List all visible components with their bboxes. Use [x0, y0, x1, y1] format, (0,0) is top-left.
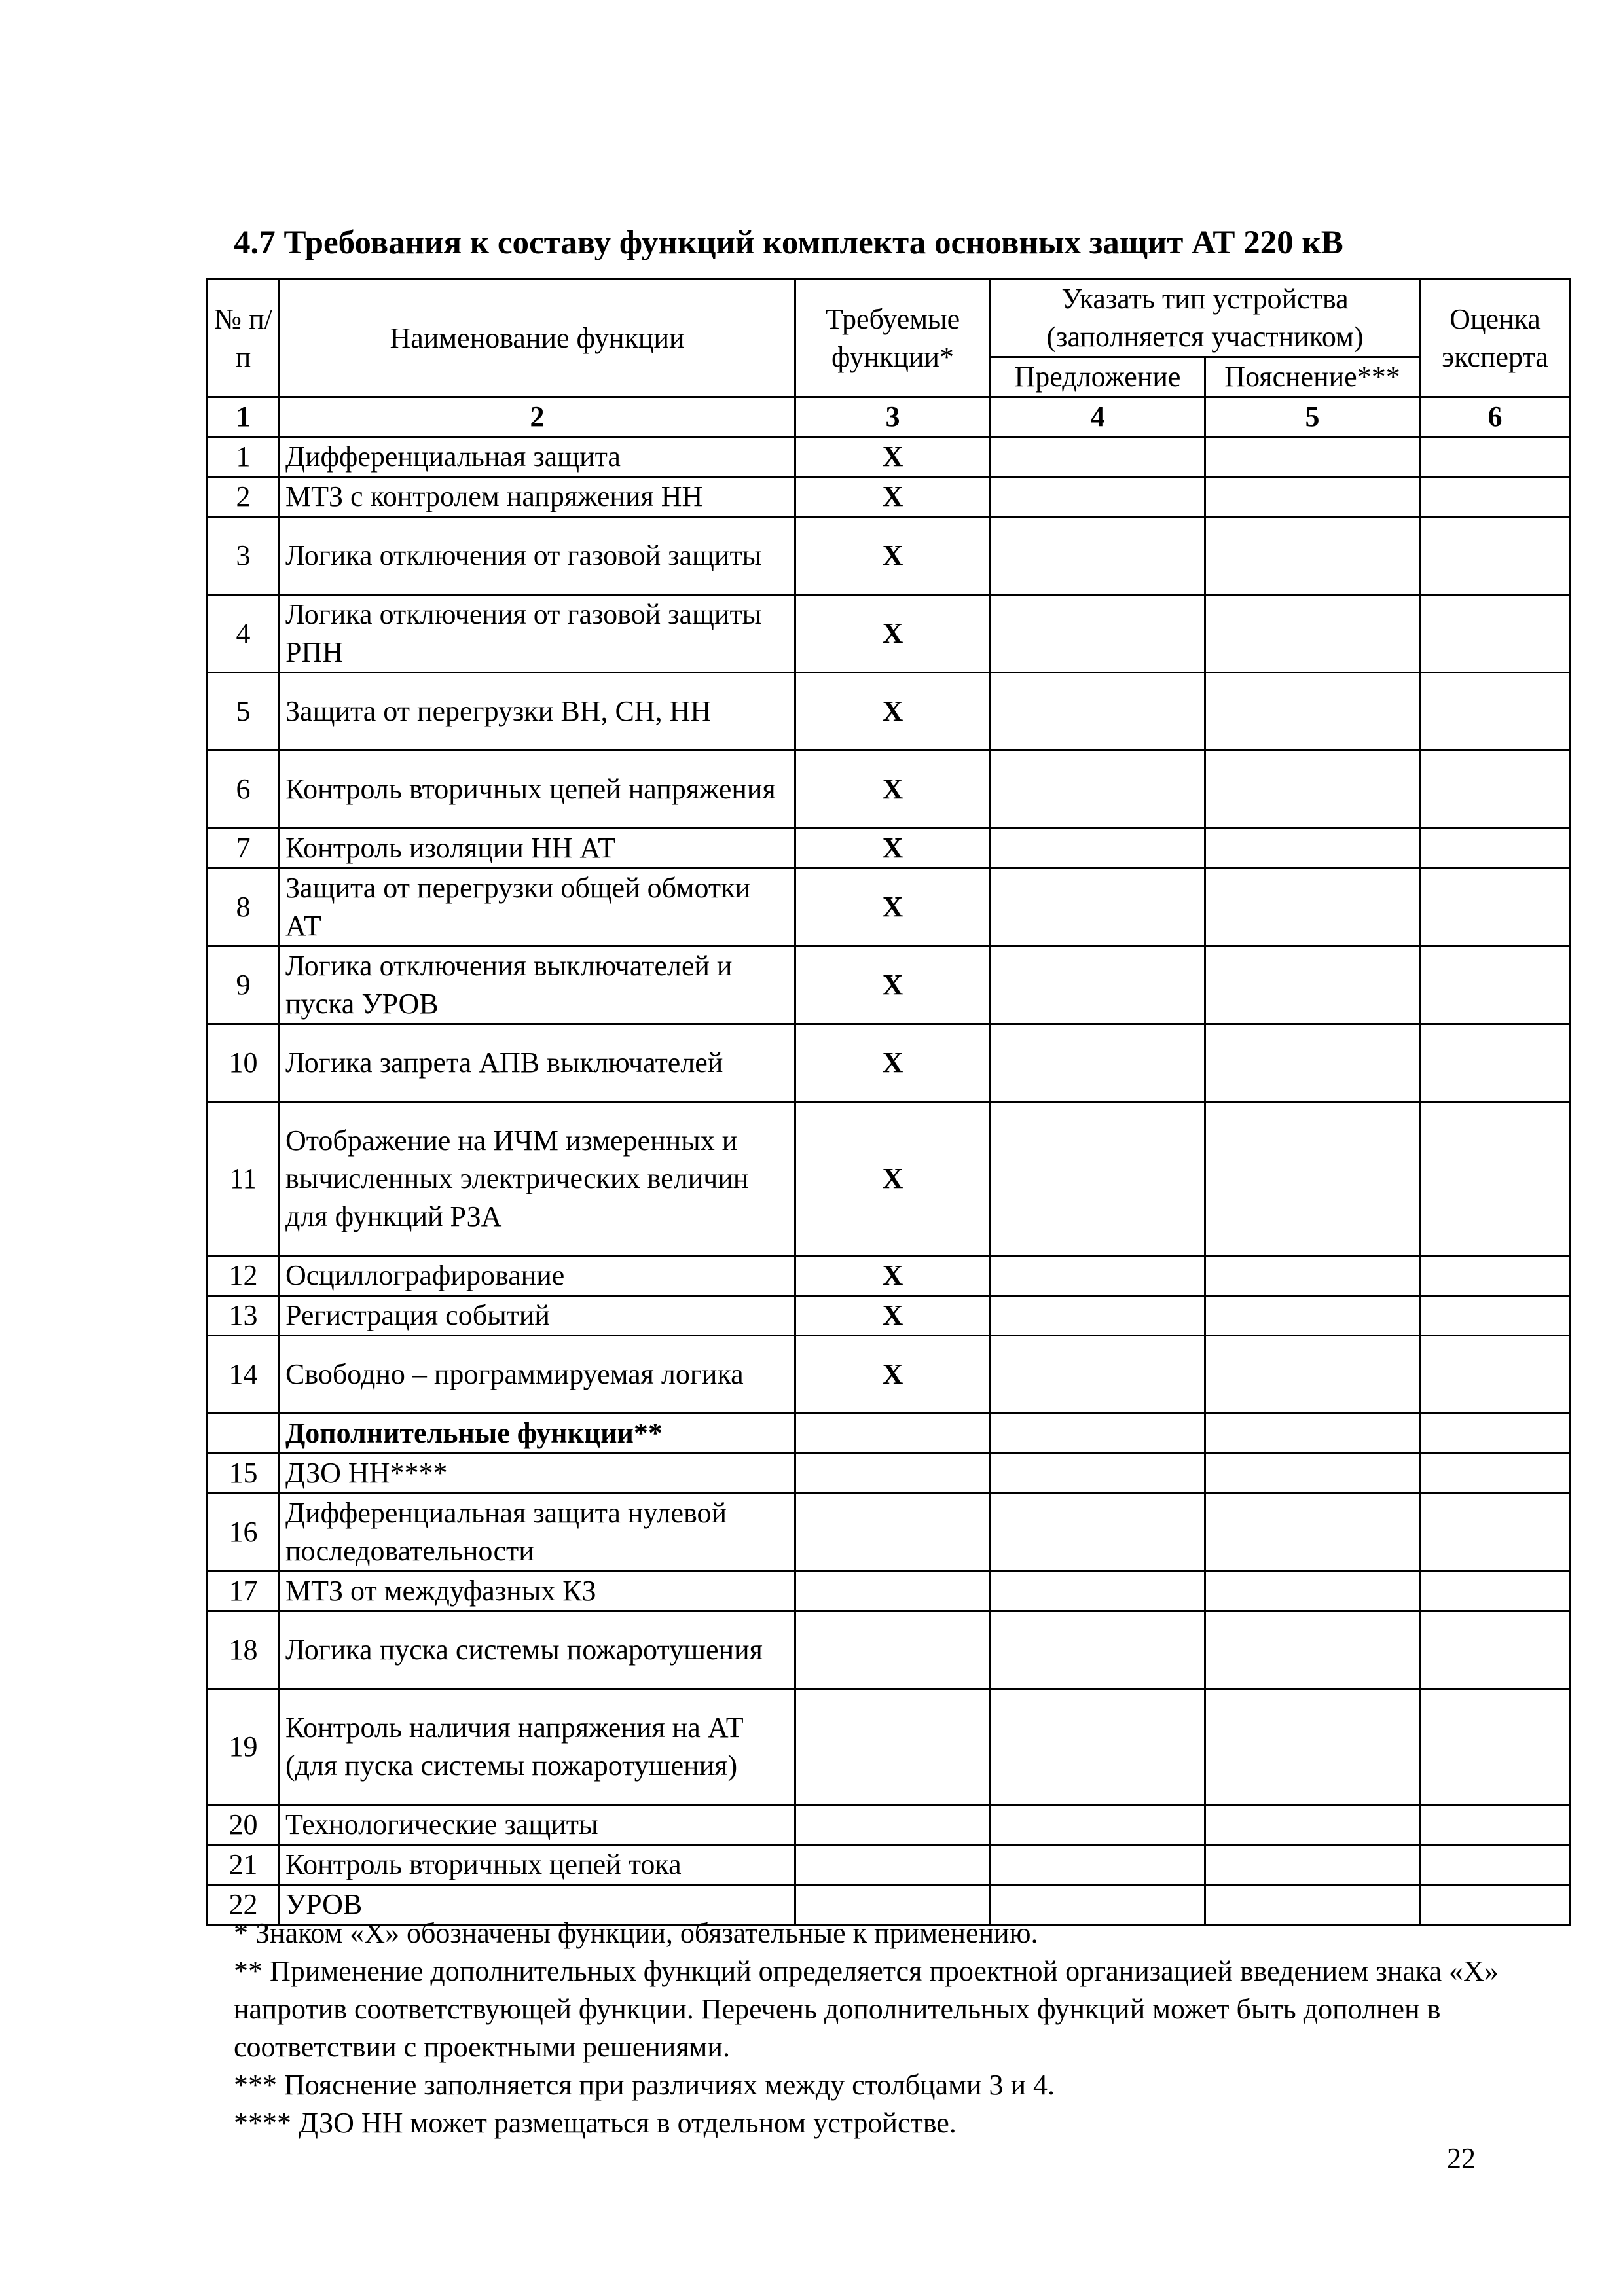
expert-cell	[1420, 517, 1571, 595]
row-number: 9	[208, 946, 280, 1024]
proposal-cell	[991, 946, 1205, 1024]
proposal-cell	[991, 1336, 1205, 1414]
table-row	[208, 1024, 1571, 1102]
function-name: Дополнительные функции**	[280, 1414, 795, 1454]
explanation-cell	[1205, 1454, 1420, 1494]
footnote: **** ДЗО НН может размещаться в отдельном устройстве.	[234, 2107, 957, 2139]
explanation-cell	[1205, 1571, 1420, 1611]
proposal-cell	[991, 1494, 1205, 1571]
proposal-cell	[991, 1256, 1205, 1296]
column-index: 1	[208, 397, 280, 437]
explanation-cell	[1205, 751, 1420, 829]
explanation-cell	[1205, 1414, 1420, 1454]
header-expert: Оценка эксперта	[1420, 279, 1571, 397]
row-number: 16	[208, 1494, 280, 1571]
required-mark: X	[795, 477, 991, 517]
function-name: Отображение на ИЧМ измеренных и вычисленных электрических величин для функций РЗА	[280, 1102, 795, 1256]
table-row	[208, 437, 1571, 477]
proposal-cell	[991, 673, 1205, 751]
row-number: 1	[208, 437, 280, 477]
expert-cell	[1420, 829, 1571, 869]
row-number: 6	[208, 751, 280, 829]
expert-cell	[1420, 1256, 1571, 1296]
required-mark	[795, 1494, 991, 1571]
table-row	[208, 1494, 1571, 1571]
explanation-cell	[1205, 829, 1420, 869]
function-name: МТЗ от междуфазных КЗ	[280, 1571, 795, 1611]
function-name: Контроль вторичных цепей тока	[280, 1845, 795, 1885]
column-index: 5	[1205, 397, 1420, 437]
row-number: 11	[208, 1102, 280, 1256]
function-name: Защита от перегрузки общей обмотки АТ	[280, 869, 795, 946]
row-number: 18	[208, 1611, 280, 1689]
row-number: 13	[208, 1296, 280, 1336]
row-number: 7	[208, 829, 280, 869]
column-index: 2	[280, 397, 795, 437]
expert-cell	[1420, 1494, 1571, 1571]
required-mark: X	[795, 1102, 991, 1256]
required-mark	[795, 1571, 991, 1611]
expert-cell	[1420, 477, 1571, 517]
required-mark: X	[795, 1336, 991, 1414]
function-name: Логика пуска системы пожаротушения	[280, 1611, 795, 1689]
row-number: 20	[208, 1805, 280, 1845]
table-row	[208, 751, 1571, 829]
row-number: 17	[208, 1571, 280, 1611]
function-name: Логика отключения от газовой защиты РПН	[280, 595, 795, 673]
proposal-cell	[991, 437, 1205, 477]
row-number: 5	[208, 673, 280, 751]
column-index: 3	[795, 397, 991, 437]
required-mark	[795, 1454, 991, 1494]
required-mark	[795, 1611, 991, 1689]
required-mark: X	[795, 437, 991, 477]
function-name: Дифференциальная защита	[280, 437, 795, 477]
row-number: 15	[208, 1454, 280, 1494]
section-title: 4.7 Требования к составу функций комплекта основных защит АТ 220 кВ	[234, 224, 1343, 261]
function-name: МТЗ с контролем напряжения НН	[280, 477, 795, 517]
explanation-cell	[1205, 477, 1420, 517]
required-mark: X	[795, 946, 991, 1024]
expert-cell	[1420, 1102, 1571, 1256]
row-number: 10	[208, 1024, 280, 1102]
function-name: Дифференциальная защита нулевой последовательности	[280, 1494, 795, 1571]
explanation-cell	[1205, 1845, 1420, 1885]
expert-cell	[1420, 673, 1571, 751]
explanation-cell	[1205, 1689, 1420, 1805]
function-name: Свободно – программируемая логика	[280, 1336, 795, 1414]
proposal-cell	[991, 1024, 1205, 1102]
header-explanation: Пояснение***	[1205, 357, 1420, 397]
required-mark: X	[795, 517, 991, 595]
explanation-cell	[1205, 1611, 1420, 1689]
explanation-cell	[1205, 869, 1420, 946]
row-number: 3	[208, 517, 280, 595]
functions-table	[206, 278, 1571, 1926]
explanation-cell	[1205, 595, 1420, 673]
expert-cell	[1420, 1296, 1571, 1336]
expert-cell	[1420, 1454, 1571, 1494]
expert-cell	[1420, 869, 1571, 946]
footnote: ** Применение дополнительных функций определяется проектной организацией введением знака «Х» напротив соответствующей функции. Перечень дополнительных функций может быть дополнен в соответствии с проектными решениями.	[234, 1955, 1499, 2063]
table-row	[208, 946, 1571, 1024]
header-required: Требуемые функции*	[795, 279, 991, 397]
footnote: *** Пояснение заполняется при различиях между столбцами 3 и 4.	[234, 2069, 1055, 2101]
expert-cell	[1420, 595, 1571, 673]
proposal-cell	[991, 1805, 1205, 1845]
proposal-cell	[991, 1296, 1205, 1336]
explanation-cell	[1205, 1296, 1420, 1336]
function-name: УРОВ	[280, 1885, 795, 1925]
table-row	[208, 1805, 1571, 1845]
table-row	[208, 1102, 1571, 1256]
footnotes	[234, 1914, 1543, 2142]
expert-cell	[1420, 751, 1571, 829]
table-row	[208, 1611, 1571, 1689]
header-proposal: Предложение	[991, 357, 1205, 397]
table-row	[208, 869, 1571, 946]
expert-cell	[1420, 1414, 1571, 1454]
required-mark	[795, 1805, 991, 1845]
explanation-cell	[1205, 517, 1420, 595]
column-index: 6	[1420, 397, 1571, 437]
row-number: 14	[208, 1336, 280, 1414]
function-name: Логика отключения от газовой защиты	[280, 517, 795, 595]
explanation-cell	[1205, 1805, 1420, 1845]
proposal-cell	[991, 1102, 1205, 1256]
explanation-cell	[1205, 1024, 1420, 1102]
expert-cell	[1420, 1336, 1571, 1414]
required-mark: X	[795, 1296, 991, 1336]
function-name: ДЗО НН****	[280, 1454, 795, 1494]
table-row	[208, 673, 1571, 751]
table-row	[208, 1689, 1571, 1805]
expert-cell	[1420, 1689, 1571, 1805]
function-name: Контроль наличия напряжения на АТ (для пуска системы пожаротушения)	[280, 1689, 795, 1805]
header-num: № п/п	[208, 279, 280, 397]
table-row	[208, 595, 1571, 673]
explanation-cell	[1205, 1102, 1420, 1256]
function-name: Контроль изоляции НН АТ	[280, 829, 795, 869]
expert-cell	[1420, 1571, 1571, 1611]
explanation-cell	[1205, 1256, 1420, 1296]
table-row	[208, 1454, 1571, 1494]
explanation-cell	[1205, 1494, 1420, 1571]
required-mark	[795, 1845, 991, 1885]
row-number: 19	[208, 1689, 280, 1805]
footnote: * Знаком «Х» обозначены функции, обязательные к применению.	[234, 1917, 1038, 1949]
table-row	[208, 517, 1571, 595]
proposal-cell	[991, 477, 1205, 517]
required-mark	[795, 1689, 991, 1805]
table-row	[208, 1336, 1571, 1414]
proposal-cell	[991, 869, 1205, 946]
expert-cell	[1420, 1845, 1571, 1885]
required-mark: X	[795, 1024, 991, 1102]
function-name: Технологические защиты	[280, 1805, 795, 1845]
proposal-cell	[991, 1571, 1205, 1611]
row-number: 22	[208, 1885, 280, 1925]
table-row	[208, 1571, 1571, 1611]
proposal-cell	[991, 1454, 1205, 1494]
function-name: Контроль вторичных цепей напряжения	[280, 751, 795, 829]
column-index-row	[208, 397, 1571, 437]
row-number	[208, 1414, 280, 1454]
required-mark	[795, 1414, 991, 1454]
proposal-cell	[991, 751, 1205, 829]
row-number: 8	[208, 869, 280, 946]
proposal-cell	[991, 1689, 1205, 1805]
explanation-cell	[1205, 673, 1420, 751]
function-name: Логика отключения выключателей и пуска УРОВ	[280, 946, 795, 1024]
expert-cell	[1420, 1611, 1571, 1689]
explanation-cell	[1205, 437, 1420, 477]
table-row	[208, 477, 1571, 517]
proposal-cell	[991, 1414, 1205, 1454]
table-row	[208, 1256, 1571, 1296]
row-number: 4	[208, 595, 280, 673]
row-number: 21	[208, 1845, 280, 1885]
function-name: Осциллографирование	[280, 1256, 795, 1296]
required-mark: X	[795, 1256, 991, 1296]
proposal-cell	[991, 517, 1205, 595]
expert-cell	[1420, 1024, 1571, 1102]
row-number: 2	[208, 477, 280, 517]
expert-cell	[1420, 1805, 1571, 1845]
required-mark: X	[795, 673, 991, 751]
proposal-cell	[991, 1845, 1205, 1885]
page-number: 22	[1447, 2142, 1476, 2174]
proposal-cell	[991, 1611, 1205, 1689]
explanation-cell	[1205, 946, 1420, 1024]
explanation-cell	[1205, 1336, 1420, 1414]
table-row	[208, 829, 1571, 869]
row-number: 12	[208, 1256, 280, 1296]
table-row	[208, 1845, 1571, 1885]
table-row	[208, 1414, 1571, 1454]
expert-cell	[1420, 437, 1571, 477]
required-mark: X	[795, 595, 991, 673]
function-name: Регистрация событий	[280, 1296, 795, 1336]
required-mark: X	[795, 869, 991, 946]
column-index: 4	[991, 397, 1205, 437]
expert-cell	[1420, 946, 1571, 1024]
required-mark: X	[795, 751, 991, 829]
proposal-cell	[991, 595, 1205, 673]
function-name: Защита от перегрузки ВН, СН, НН	[280, 673, 795, 751]
header-name: Наименование функции	[280, 279, 795, 397]
proposal-cell	[991, 829, 1205, 869]
required-mark: X	[795, 829, 991, 869]
table-row	[208, 1296, 1571, 1336]
header-device-group: Указать тип устройства (заполняется участником)	[991, 279, 1420, 357]
function-name: Логика запрета АПВ выключателей	[280, 1024, 795, 1102]
